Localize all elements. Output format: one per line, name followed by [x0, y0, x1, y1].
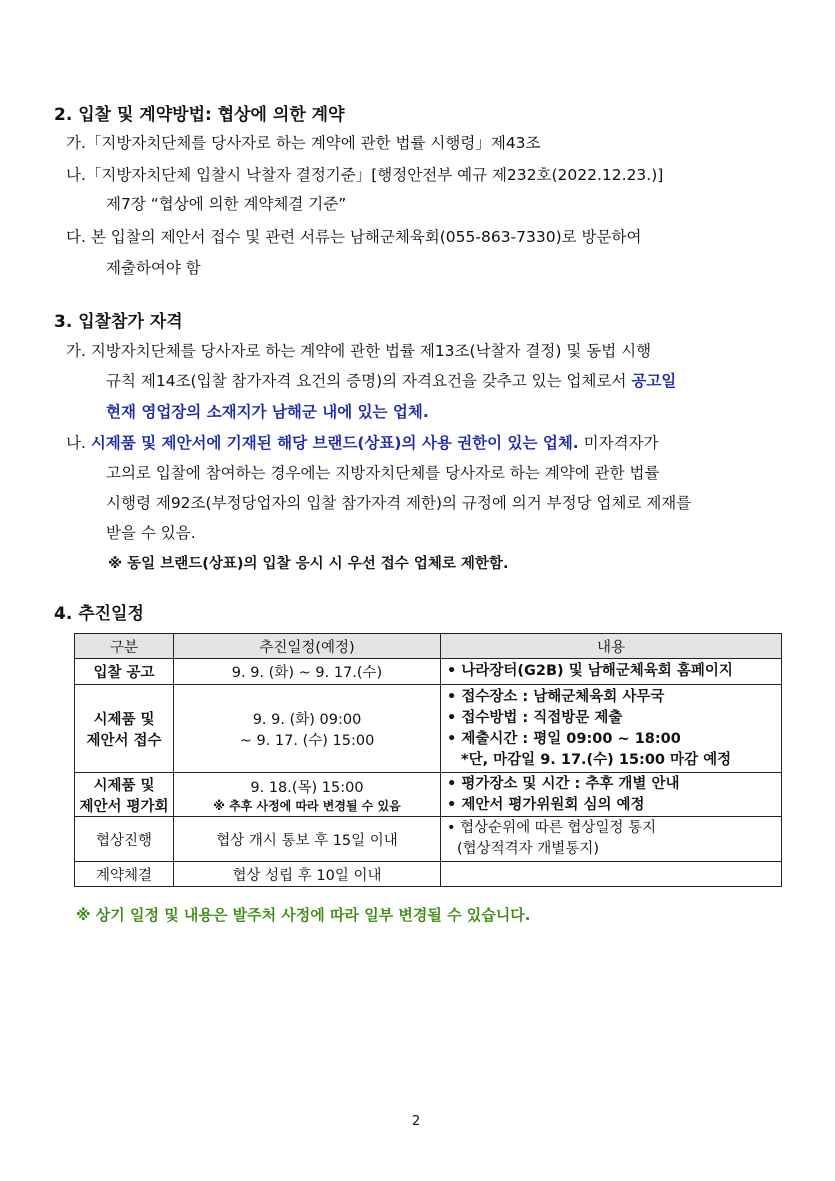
section-3-note: ※ 동일 브랜드(상표)의 입찰 응시 시 우선 접수 업체로 제한함. — [108, 556, 509, 572]
table-row — [75, 862, 782, 887]
table-header-content: 내용 — [441, 634, 782, 659]
section-2-item-na-line1: 나.「지방자치단체 입찰시 낙찰자 결정기준」[행정안전부 예규 제232호(2022.12.23.)] — [66, 166, 664, 184]
section-3-item-na-line1 — [66, 431, 659, 453]
section-3-heading: 3. 입찰참가 자격 — [54, 312, 183, 332]
table-cell-schedule — [174, 773, 441, 817]
table-row — [75, 659, 782, 685]
section-3-item-na-line4: 받을 수 있음. — [106, 524, 196, 542]
section-3-item-na-highlight: 시제품 및 제안서에 기재된 해당 브랜드(상표)의 사용 권한이 있는 업체. — [90, 434, 579, 452]
table-cell-content-line1: • 접수장소 : 남해군체육회 사무국 — [447, 688, 665, 705]
schedule-table — [74, 633, 782, 887]
table-cell-category: 계약체결 — [75, 862, 174, 887]
table-cell-category: 협상진행 — [75, 817, 174, 862]
table-cell-schedule: 협상 성립 후 10일 이내 — [174, 862, 441, 887]
section-3-item-ga-line1: 가. 지방자치단체를 당사자로 하는 계약에 관한 법률 제13조(낙찰자 결정) 및 동법 시행 — [66, 342, 652, 360]
table-cell-content-line2: • 제안서 평가위원회 심의 예정 — [447, 796, 645, 813]
table-cell-schedule-line1: 9. 18.(목) 15:00 — [250, 779, 364, 796]
table-cell-schedule-line1: 9. 9. (화) 09:00 — [252, 711, 362, 728]
table-cell-content-line1: • 평가장소 및 시간 : 추후 개별 안내 — [447, 775, 680, 792]
table-row — [75, 817, 782, 862]
table-cell-content-line1: • 협상순위에 따른 협상일정 통지 — [447, 820, 657, 836]
table-header-row — [75, 634, 782, 659]
table-row — [75, 773, 782, 817]
section-3-item-na-tail: 미자격자가 — [578, 434, 659, 452]
page-number: 2 — [412, 1114, 421, 1129]
table-cell-content — [441, 862, 782, 887]
section-3-item-ga-line3: 현재 영업장의 소재지가 남해군 내에 있는 업체. — [106, 403, 429, 421]
schedule-footnote: ※ 상기 일정 및 내용은 발주처 사정에 따라 일부 변경될 수 있습니다. — [76, 906, 531, 924]
table-cell-category-line1: 시제품 및 — [93, 777, 155, 794]
table-cell-content-line3: • 제출시간 : 평일 09:00 ~ 18:00 — [447, 730, 681, 747]
section-2-item-da-line1: 다. 본 입찰의 제안서 접수 및 관련 서류는 남해군체육회(055-863-7330)로 방문하여 — [66, 228, 642, 246]
section-3-item-ga-highlight: 공고일 — [631, 372, 677, 390]
table-cell-category — [75, 685, 174, 773]
section-2-item-ga: 가.「지방자치단체를 당사자로 하는 계약에 관한 법률 시행령」제43조 — [66, 134, 541, 152]
table-cell-schedule — [174, 685, 441, 773]
section-2-heading: 2. 입찰 및 계약방법: 협상에 의한 계약 — [54, 105, 345, 125]
section-3-item-na-line2: 고의로 입찰에 참여하는 경우에는 지방자치단체를 당사자로 하는 계약에 관한 법률 — [106, 464, 660, 482]
table-cell-content-line4: *단, 마감일 9. 17.(수) 15:00 마감 예정 — [461, 751, 732, 768]
table-cell-category — [75, 773, 174, 817]
table-cell-category: 입찰 공고 — [75, 659, 174, 685]
table-cell-category-line2: 제안서 평가회 — [79, 798, 169, 815]
table-row — [75, 685, 782, 773]
table-cell-content: • 나라장터(G2B) 및 남해군체육회 홈페이지 — [441, 659, 782, 685]
table-cell-schedule-note: ※ 추후 사정에 따라 변경될 수 있음 — [213, 798, 401, 813]
section-3-item-ga-line2 — [106, 369, 676, 391]
table-cell-schedule: 9. 9. (화) ~ 9. 17.(수) — [174, 659, 441, 685]
section-4-heading: 4. 추진일정 — [54, 604, 144, 624]
section-3-item-na-prefix: 나. — [66, 434, 91, 452]
table-cell-category-line2: 제안서 접수 — [86, 732, 162, 749]
table-cell-content — [441, 817, 782, 862]
table-cell-schedule-line2: ~ 9. 17. (수) 15:00 — [239, 732, 375, 749]
table-cell-content-line2: • 접수방법 : 직접방문 제출 — [447, 709, 623, 726]
section-2-item-da-line2: 제출하여야 함 — [106, 259, 201, 277]
table-cell-content — [441, 685, 782, 773]
table-cell-category-line1: 시제품 및 — [93, 711, 155, 728]
table-cell-content — [441, 773, 782, 817]
table-cell-schedule: 협상 개시 통보 후 15일 이내 — [174, 817, 441, 862]
section-3-item-ga-line2-text: 규칙 제14조(입찰 참가자격 요건의 증명)의 자격요건을 갖추고 있는 업체로서 — [106, 372, 632, 390]
section-3-item-na-line3: 시행령 제92조(부정당업자의 입찰 참가자격 제한)의 규정에 의거 부정당 업체로 제재를 — [106, 494, 692, 512]
section-2-item-na-line2: 제7장 “협상에 의한 계약체결 기준” — [106, 195, 347, 213]
table-cell-content-line2: (협상적격자 개별통지) — [457, 841, 599, 857]
table-header-schedule: 추진일정(예정) — [174, 634, 441, 659]
table-header-category: 구분 — [75, 634, 174, 659]
